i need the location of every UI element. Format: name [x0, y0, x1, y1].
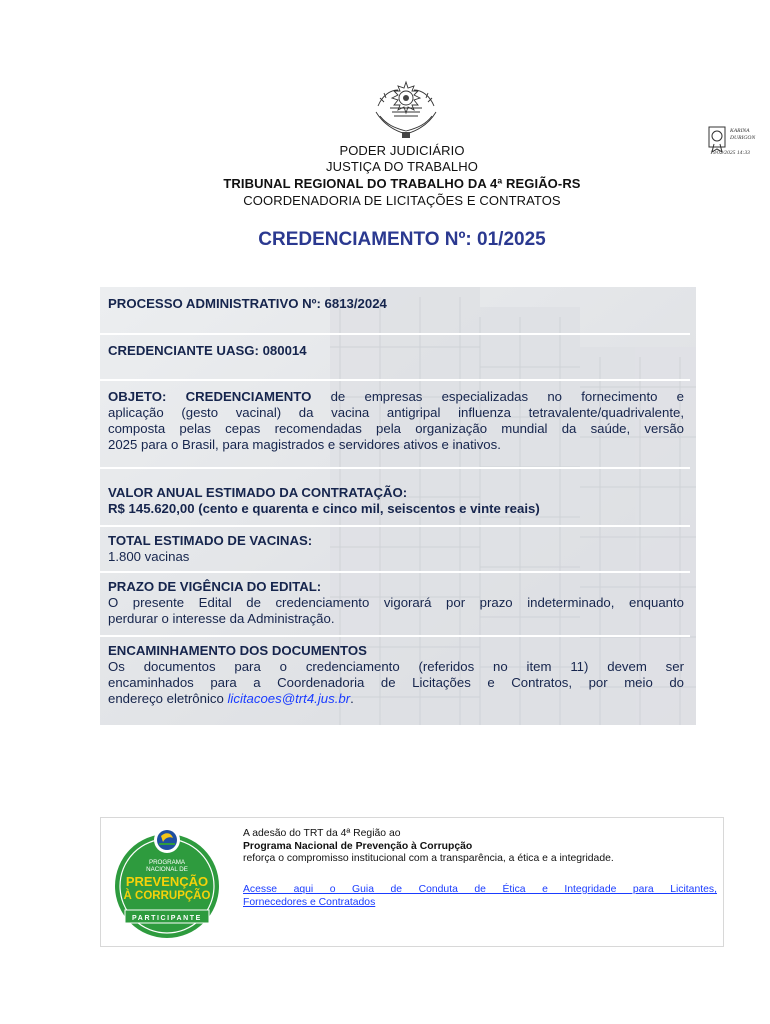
email-link[interactable]: licitacoes@trt4.jus.br	[227, 691, 351, 706]
encaminhamento-line-3-suffix: .	[350, 691, 354, 706]
badge-line-3: PREVENÇÃO	[125, 874, 209, 889]
encaminhamento-heading: ENCAMINHAMENTO DOS DOCUMENTOS	[108, 643, 367, 658]
document-title: CREDENCIAMENTO Nº: 01/2025	[258, 229, 546, 250]
objeto-line-1-text: de empresas especializadas no fornecimento e	[311, 389, 684, 404]
prazo-row	[100, 573, 690, 637]
badge-line-1: PROGRAMA	[148, 859, 186, 866]
processo-row	[100, 287, 690, 335]
objeto-row	[100, 381, 690, 469]
valor-amount: R$ 145.620,00 (cento e quarenta e cinco mil, seiscentos e vinte reais)	[108, 501, 540, 516]
objeto-line-2: aplicação (gesto vacinal) da vacina antigripal influenza tetravalente/quadrivalente,	[108, 405, 684, 420]
ethics-guide-link-line-2[interactable]: Fornecedores e Contratados	[243, 897, 376, 908]
badge-line-4: À CORRUPÇÃO	[123, 890, 211, 902]
anticorruption-badge-icon	[111, 826, 223, 940]
objeto-label: OBJETO: CREDENCIAMENTO	[108, 389, 312, 404]
prazo-line-1: O presente Edital de credenciamento vigorará por prazo indeterminado, enquanto	[108, 595, 684, 610]
header-line-justica: JUSTIÇA DO TRABALHO	[326, 159, 478, 174]
objeto-line-3: composta pelas cepas recomendadas pela organização mundial da saúde, versão	[108, 421, 684, 436]
total-heading: TOTAL ESTIMADO DE VACINAS:	[108, 533, 313, 548]
encaminhamento-line-3-prefix: endereço eletrônico	[108, 691, 228, 706]
badge-ribbon: PARTICIPANTE	[132, 915, 202, 922]
valor-heading: VALOR ANUAL ESTIMADO DA CONTRATAÇÃO:	[108, 485, 408, 500]
total-row	[100, 527, 690, 573]
footer-box	[100, 817, 724, 947]
footer-line-1: A adesão do TRT da 4ª Região ao	[243, 828, 401, 839]
total-value: 1.800 vacinas	[108, 549, 190, 564]
header-line-tribunal: TRIBUNAL REGIONAL DO TRABALHO DA 4ª REGIÃO-RS	[223, 176, 581, 191]
encaminhamento-line-1: Os documentos para o credenciamento (referidos no item 11) devem ser	[108, 659, 684, 674]
footer-text	[243, 828, 719, 866]
valor-row	[100, 477, 690, 527]
credenciante-text: CREDENCIANTE UASG: 080014	[108, 343, 307, 358]
ethics-guide-link[interactable]	[243, 883, 717, 909]
signature-name: KARINA DURIGON	[730, 128, 756, 141]
objeto-line-1	[108, 389, 684, 405]
info-panel	[100, 287, 696, 725]
coat-of-arms-icon	[372, 76, 440, 140]
prazo-heading: PRAZO DE VIGÊNCIA DO EDITAL:	[108, 579, 322, 594]
processo-text: PROCESSO ADMINISTRATIVO Nº: 6813/2024	[108, 296, 387, 311]
footer-line-3: reforça o compromisso institucional com a transparência, a ética e a integridade.	[243, 853, 614, 864]
badge-line-2: NACIONAL DE	[146, 866, 188, 873]
encaminhamento-line-3	[108, 691, 684, 707]
encaminhamento-row	[100, 637, 690, 725]
ethics-guide-link-line-1[interactable]: Acesse aqui o Guia de Conduta de Ética e Integridade para Licitantes,	[243, 884, 717, 895]
credenciante-row	[100, 335, 690, 381]
prazo-line-2: perdurar o interesse da Administração.	[108, 611, 335, 626]
signature-date: 19/02/2025 14:33	[710, 150, 750, 156]
header-line-coordenadoria: COORDENADORIA DE LICITAÇÕES E CONTRATOS	[243, 193, 561, 208]
header-line-poder: PODER JUDICIÁRIO	[339, 143, 465, 158]
encaminhamento-line-2: encaminhados para a Coordenadoria de Licitações e Contratos, por meio do	[108, 675, 684, 690]
footer-line-2: Programa Nacional de Prevenção à Corrupção	[243, 840, 473, 852]
objeto-line-4: 2025 para o Brasil, para magistrados e servidores ativos e inativos.	[108, 437, 501, 452]
